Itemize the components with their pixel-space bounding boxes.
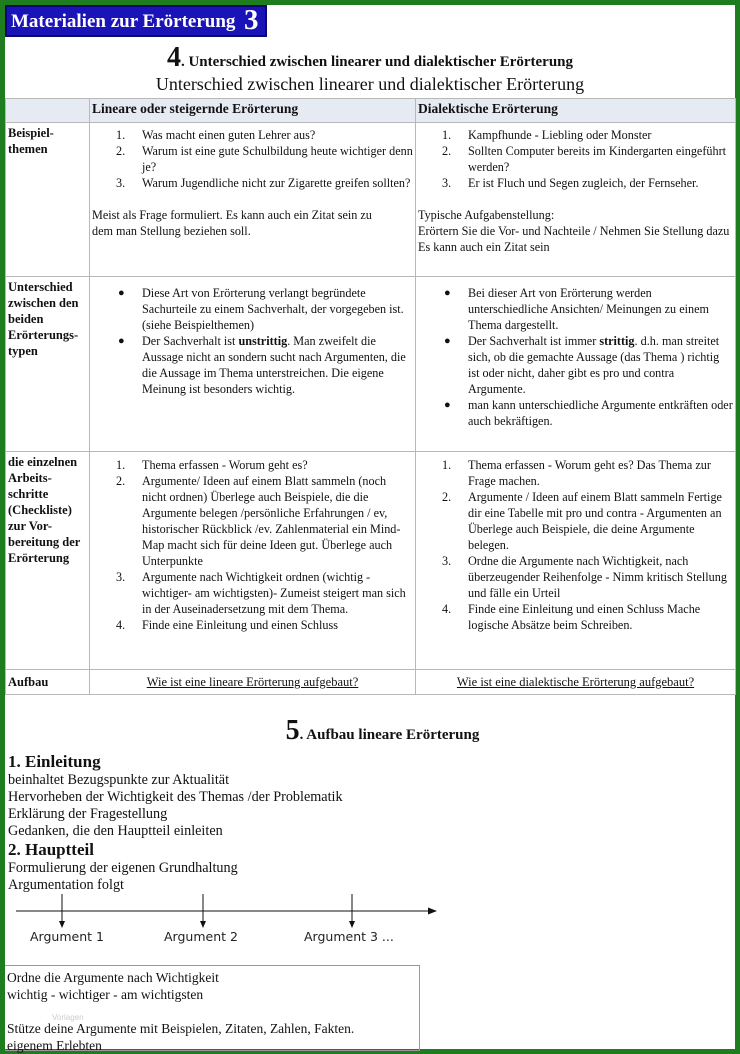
watermark: Vorlagen [52, 1013, 84, 1022]
list-item: 3. Ordne die Argumente nach Wichtigkeit, nach überzeugender Reihenfolge - Nimm kritisch Stellung und fälle ein Urteil [442, 554, 727, 600]
section-4-subheading: Unterschied zwischen linearer und dialektischer Erörterung [155, 74, 585, 94]
link-dial-aufbau[interactable]: Wie ist eine dialektische Erörterung aufgebaut? [456, 675, 695, 689]
list-item: 3. Argumente nach Wichtigkeit ordnen (wichtig -wichtiger- am wichtigsten)- Zumeist steigert man sich in der Auseinadersetzung mit dem Thema. [116, 570, 406, 616]
einleitung-line: Hervorheben der Wichtigkeit des Themas /der Problematik [8, 789, 343, 805]
list-item: ● Der Sachverhalt ist unstrittig. Man zweifelt die Aussage nicht an sondern sucht nach Argumenten, die die Aussage im Thema unterstreichen. Die eigene Meinung ist besonders wichtig. [118, 334, 406, 396]
cell-dial-aufbau [416, 670, 736, 695]
einleitung-title: 1. Einleitung [8, 752, 101, 771]
einleitung-section [8, 752, 343, 894]
list-item: 1. Was macht einen guten Lehrer aus? [116, 128, 316, 142]
tip-box [5, 965, 420, 1051]
dial-note-1: Typische Aufgabenstellung: [418, 208, 555, 222]
header-linear: Lineare oder steigernde Erörterung [90, 99, 416, 123]
row-label-unterschied: Unterschied zwischen den beiden Erörterungs-typen [6, 277, 90, 452]
list-item: ● man kann unterschiedliche Argumente entkräften oder auch bekräftigen. [444, 398, 733, 428]
tip-line: eigenem Erlebten [7, 1038, 102, 1053]
argument-label: Argument 1 [30, 929, 104, 944]
argument-label: Argument 2 [164, 929, 238, 944]
list-item: 1. Thema erfassen - Worum geht es? [116, 458, 308, 472]
list-item: 2. Sollten Computer bereits im Kindergarten eingeführt werden? [442, 144, 727, 174]
header-number: 3 [244, 4, 259, 36]
section-4-title: . Unterschied zwischen linearer und dialektischer Erörterung [180, 54, 574, 70]
link-linear-aufbau[interactable]: Wie ist eine lineare Erörterung aufgebaut? [146, 675, 359, 689]
argument-label: Argument 3 ... [304, 929, 394, 944]
section-5-heading [0, 715, 740, 747]
cell-dial-steps [416, 452, 736, 670]
cell-dial-unterschied [416, 277, 736, 452]
list-item: 2. Warum ist eine gute Schulbildung heute wichtiger denn je? [116, 144, 413, 174]
cell-linear-steps [90, 452, 416, 670]
table-row [6, 277, 736, 452]
row-label-arbeitsschritte: die einzelnen Arbeits-schritte (Checkliste) zur Vor-bereitung der Erörterung [6, 452, 90, 670]
list-item: ● Bei dieser Art von Erörterung werden unterschiedliche Ansichten/ Meinungen zu einem Thema dargestellt. [444, 286, 709, 332]
section-5-number: 5 [285, 715, 300, 746]
einleitung-line: beinhaltet Bezugspunkte zur Aktualität [8, 772, 230, 788]
timeline-arrowhead [428, 908, 437, 915]
list-item: 3. Er ist Fluch und Segen zugleich, der Fernseher. [442, 176, 699, 190]
einleitung-line: Gedanken, die den Hauptteil einleiten [8, 823, 223, 839]
argument-timeline [0, 890, 450, 952]
list-item: 1. Kampfhunde - Liebling oder Monster [442, 128, 652, 142]
cell-linear-themes [90, 123, 416, 277]
list-item: 2. Argumente / Ideen auf einem Blatt sammeln Fertige dir eine Tabelle mit pro und contra - Argumenten an Überlege auch Beispiele, die deine Argumente belegen. [442, 490, 722, 552]
tip-line: wichtig - wichtiger - am wichtigsten [7, 987, 204, 1002]
tip-line: Ordne die Argumente nach Wichtigkeit [7, 970, 219, 985]
header-bar [5, 5, 267, 37]
tip-line: Stütze deine Argumente mit Beispielen, Zitaten, Zahlen, Fakten. [7, 1021, 355, 1036]
einleitung-line: Erklärung der Fragestellung [8, 806, 168, 822]
list-item: ● Diese Art von Erörterung verlangt begründete Sachurteile zu einem Sachverhalt, der vorgegeben ist. (siehe Beispielthemen) [118, 286, 404, 332]
list-item: 4. Finde eine Einleitung und einen Schluss Mache logische Absätze beim Schreiben. [442, 602, 701, 632]
cell-linear-unterschied [90, 277, 416, 452]
list-item: ● Der Sachverhalt ist immer strittig. d.h. man streitet sich, ob die gemachte Aussage (das Thema ) richtig ist oder nicht, daher gibt es pro und contra Argumente. [444, 334, 720, 396]
section-4-heading [0, 42, 740, 74]
section-5-title: . Aufbau lineare Erörterung [299, 727, 480, 743]
comparison-table [5, 98, 736, 695]
list-item: 2. Argumente/ Ideen auf einem Blatt sammeln (noch nicht ordnen) Überlege auch Beispiele, die die Argumente belegen /persönliche Erfahrungen / ev, historischer Rückblick /ev. Zahlenmaterial ein Mind- Map macht sich für deine Ideen gut. Überlege auch Unterpunkte [116, 474, 401, 568]
row-label-beispielthemen: Beispiel-themen [6, 123, 90, 277]
list-item: 3. Warum Jugendliche nicht zur Zigarette greifen sollten? [116, 176, 411, 190]
dial-note-2: Erörtern Sie die Vor- und Nachteile / Nehmen Sie Stellung dazu [418, 224, 730, 238]
table-header-row [6, 99, 736, 123]
header-dialektisch: Dialektische Erörterung [416, 99, 736, 123]
list-item: 1. Thema erfassen - Worum geht es? Das Thema zur Frage machen. [442, 458, 711, 488]
hauptteil-title: 2. Hauptteil [8, 840, 94, 859]
header-title: Materialien zur Erörterung [11, 11, 236, 32]
table-row [6, 670, 736, 695]
argument-tick-arrow [200, 921, 206, 928]
hauptteil-line: Formulierung der eigenen Grundhaltung [8, 860, 238, 876]
list-item: 4. Finde eine Einleitung und einen Schluss [116, 618, 338, 632]
table-row [6, 123, 736, 277]
cell-linear-aufbau [90, 670, 416, 695]
linear-note: Meist als Frage formuliert. Es kann auch ein Zitat sein zu dem man Stellung beziehen soll. [92, 208, 372, 238]
cell-dial-themes [416, 123, 736, 277]
argument-tick-arrow [59, 921, 65, 928]
argument-tick-arrow [349, 921, 355, 928]
table-row [6, 452, 736, 670]
dial-note-3: Es kann auch ein Zitat sein [418, 240, 550, 254]
hauptteil-line: Argumentation folgt [8, 877, 124, 893]
section-4-number: 4 [166, 42, 181, 73]
header-empty-cell [6, 99, 90, 123]
row-label-aufbau: Aufbau [6, 670, 90, 695]
